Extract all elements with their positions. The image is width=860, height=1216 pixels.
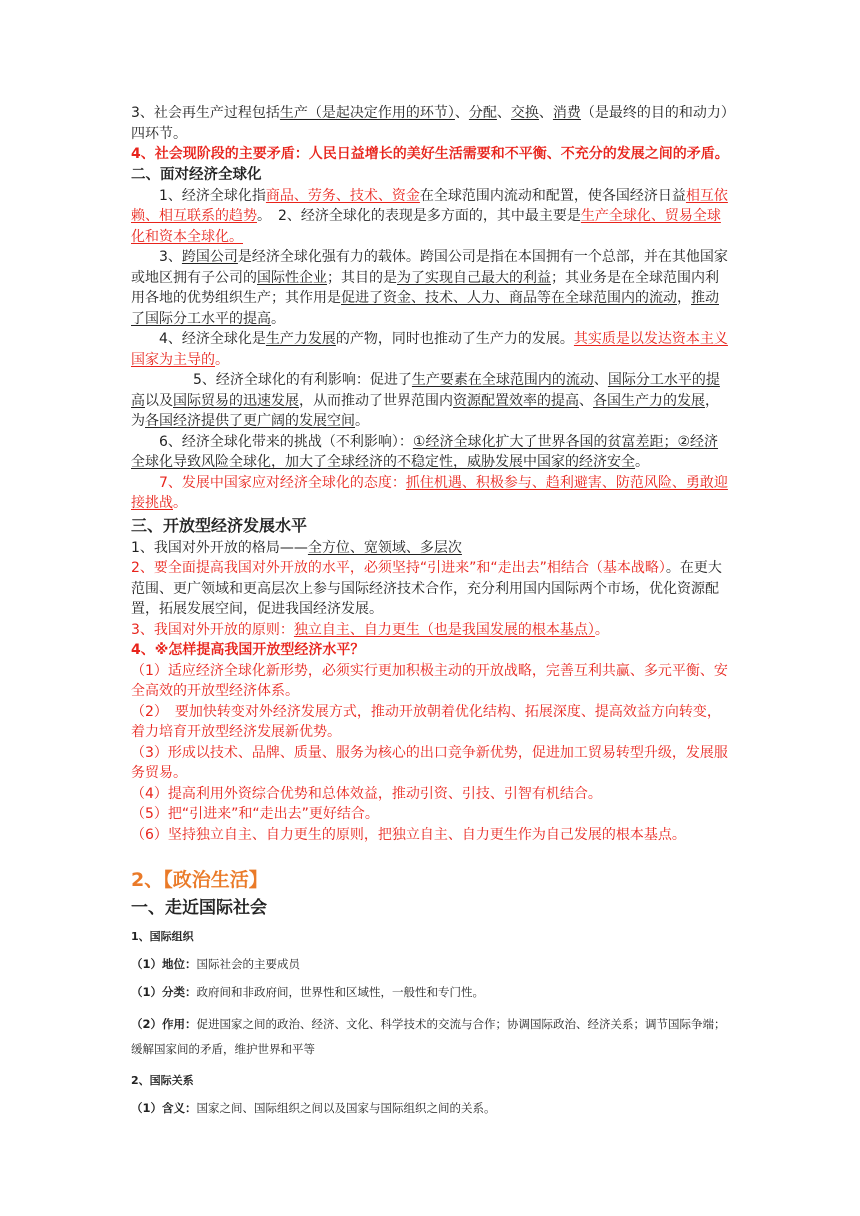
paragraph-multinational-companies: 3、跨国公司是经济全球化强有力的载体。跨国公司是指在本国拥有一个总部，并在其他国家或地区拥有子公司的国际性企业；其目的是为了实现自己最大的利益；其业务是在全球范围内利用各地的优势组织生产；其作用是促进了资金、技术、人力、商品等在全球范围内的流动，推动了国际分工水平的提高。 [131, 249, 728, 327]
subheading-international-relations: 2、国际关系 [131, 1074, 194, 1087]
item-function: （2）作用：促进国家之间的政治、经济、文化、科学技术的交流与合作；协调国际政治、经济关系；调节国际争端；缓解国家间的矛盾，维护世界和平等 [131, 1017, 726, 1056]
list-item: （3）形成以技术、品牌、质量、服务为核心的出口竞争新优势，促进加工贸易转型升级，发展服务贸易。 [131, 744, 728, 781]
paragraph-improve-open-economy: 4、※怎样提高我国开放型经济水平？ [131, 642, 365, 658]
document-page [131, 103, 731, 1116]
list-item: （5）把“引进来”和“走出去”更好结合。 [131, 806, 379, 822]
heading-open-economy: 三、开放型经济发展水平 [131, 515, 308, 535]
paragraph-developing-countries-attitude: 7、发展中国家应对经济全球化的态度：抓住机遇、积极参与、趋利避害、防范风险、勇敢迎接挑战。 [131, 474, 728, 511]
paragraph-globalization-definition: 1、经济全球化指商品、劳务、技术、资金在全球范围内流动和配置，使各国经济日益相互依赖、相互联系的趋势。 2、经济全球化的表现是多方面的，其中最主要是生产全球化、贸易全球化和资本全球化。 [131, 187, 728, 245]
subheading-international-organizations: 1、国际组织 [131, 930, 194, 943]
paragraph-main-contradiction: 4、社会现阶段的主要矛盾：人民日益增长的美好生活需要和不平衡、不充分的发展之间的矛盾。 [131, 146, 729, 162]
paragraph-globalization-essence: 4、经济全球化是生产力发展的产物，同时也推动了生产力的发展。其实质是以发达资本主义国家为主导的。 [131, 331, 728, 368]
paragraph-opening-principle: 3、我国对外开放的原则：独立自主、自力更生（也是我国发展的根本基点）。 [131, 621, 609, 638]
paragraph-opening-pattern: 1、我国对外开放的格局——全方位、宽领域、多层次 [131, 539, 462, 556]
paragraph-globalization-challenges: 6、经济全球化带来的挑战（不利影响）：①经济全球化扩大了世界各国的贫富差距；②经济全球化导致风险全球化，加大了全球经济的不稳定性，威胁发展中国家的经济安全。 [131, 433, 719, 470]
list-item: （6）坚持独立自主、自力更生的原则，把独立自主、自力更生作为自己发展的根本基点。 [131, 826, 686, 843]
paragraph-globalization-benefits: 5、经济全球化的有利影响：促进了生产要素在全球范围内的流动、国际分工水平的提高以及国际贸易的迅速发展，从而推动了世界范围内资源配置效率的提高、各国生产力的发展，为各国经济提供了更广阔的发展空间。 [131, 372, 720, 429]
part-title-political-life: 2、【政治生活】 [131, 869, 268, 891]
list-item: （1）适应经济全球化新形势，必须实行更加积极主动的开放战略，完善互利共赢、多元平衡、安全高效的开放型经济体系。 [131, 662, 728, 699]
paragraph-reproduction-process: 3、社会再生产过程包括生产（是起决定作用的环节）、分配、交换、消费（是最终的目的和动力）四环节。 [131, 105, 728, 142]
spacer [131, 845, 731, 861]
heading-globalization: 二、面对经济全球化 [131, 166, 262, 183]
item-status: （1）地位：国际社会的主要成员 [131, 957, 301, 971]
item-classification: （1）分类：政府间和非政府间，世界性和区域性，一般性和专门性。 [131, 985, 485, 999]
heading-international-society: 一、走近国际社会 [131, 898, 267, 918]
list-item: （2） 要加快转变对外经济发展方式，推动开放朝着优化结构、拓展深度、提高效益方向转变，着力培育开放型经济发展新优势。 [131, 703, 721, 740]
paragraph-opening-strategy: 2、要全面提高我国对外开放的水平，必须坚持“引进来”和“走出去”相结合（基本战略）。在更大范围、更广领域和更高层次上参与国际经济技术合作，充分利用国内国际两个市场，优化资源配置，拓展发展空间，促进我国经济发展。 [131, 560, 722, 617]
item-definition: （1）含义：国家之间、国际组织之间以及国家与国际组织之间的关系。 [131, 1101, 496, 1115]
list-item: （4）提高利用外资综合优势和总体效益，推动引资、引技、引智有机结合。 [131, 785, 602, 802]
